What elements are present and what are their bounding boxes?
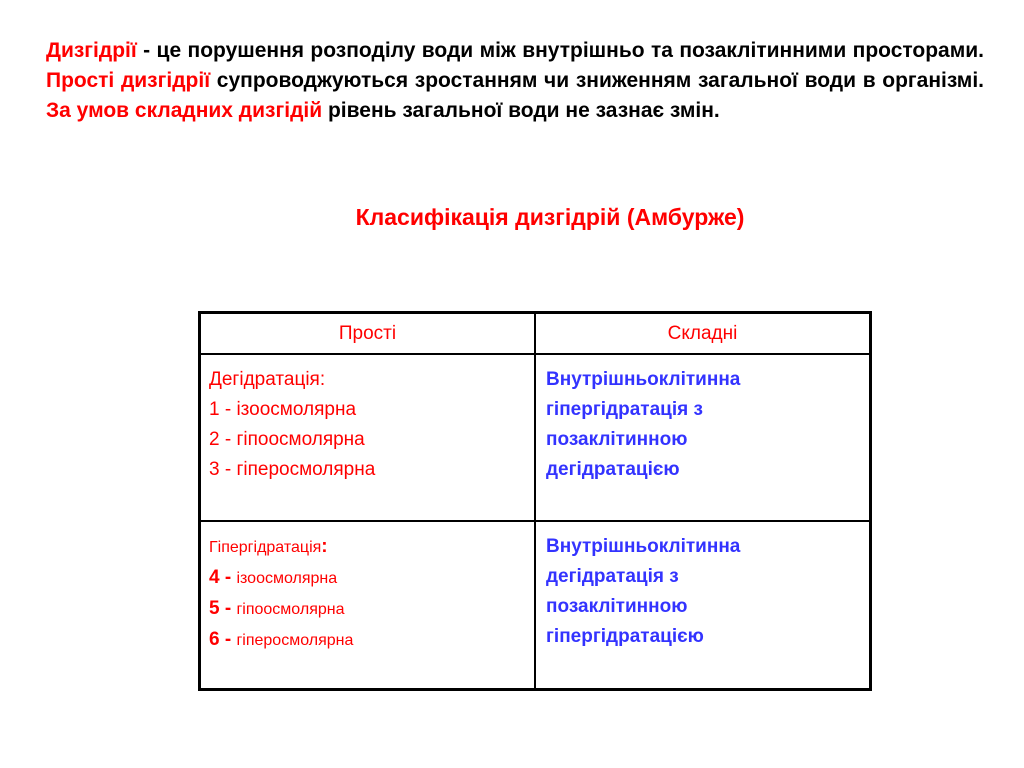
- header-simple: Прості: [200, 313, 536, 355]
- list-item: 1 - ізоосмолярна: [209, 399, 357, 420]
- item-number: 6 -: [209, 629, 237, 650]
- item-text: гіперосмолярна: [236, 632, 354, 649]
- complex-line: дегідратацією: [546, 459, 680, 480]
- term-simple-dysgidria: Прості дизгідрії: [46, 69, 211, 92]
- dehydration-heading: Дегідратація:: [209, 369, 326, 390]
- list-item: 3 - гіперосмолярна: [209, 459, 376, 480]
- complex-cell-1: [535, 354, 871, 521]
- table-row: [200, 354, 871, 521]
- list-item: 2 - гіпоосмолярна: [209, 429, 365, 450]
- item-text: гіпоосмолярна: [236, 601, 345, 618]
- classification-title: Класифікація дизгідрій (Амбурже): [355, 204, 745, 230]
- complex-line: позаклітинною: [546, 596, 688, 617]
- hyperhydration-cell: [200, 521, 536, 690]
- complex-line: Внутрішньоклітинна: [546, 369, 741, 390]
- dehydration-cell: [200, 354, 536, 521]
- complex-cell-2: [535, 521, 871, 690]
- item-text: ізоосмолярна: [236, 570, 338, 587]
- hyperhydration-heading: [209, 532, 526, 563]
- table-header-row: [200, 313, 871, 355]
- complex-line: позаклітинною: [546, 429, 688, 450]
- complex-line: гіпергідратація з: [546, 399, 703, 420]
- term-complex-dysgidria: За умов складних дизгідій: [46, 99, 323, 122]
- intro-text-3: рівень загальної води не зазнає змін.: [322, 99, 720, 122]
- list-item: [209, 594, 526, 625]
- intro-text-2: супроводжуються зростанням чи зниженням загальної води в організмі.: [210, 69, 984, 92]
- hyperhydration-heading-text: Гіпергідратація: [209, 539, 322, 556]
- table-row: [200, 521, 871, 690]
- item-number: 4 -: [209, 567, 237, 588]
- complex-line: гіпергідратацією: [546, 626, 704, 647]
- heading-colon: :: [321, 536, 328, 557]
- intro-paragraph: [46, 36, 984, 126]
- header-complex: Складні: [535, 313, 871, 355]
- list-item: [209, 563, 526, 594]
- item-number: 5 -: [209, 598, 237, 619]
- list-item: [209, 625, 526, 656]
- complex-line: дегідратація з: [546, 566, 679, 587]
- term-dysgidria: Дизгідрії: [46, 39, 137, 62]
- intro-text-1: - це порушення розподілу води між внутрішньо та позаклітинними просторами.: [136, 39, 984, 62]
- complex-line: Внутрішньоклітинна: [546, 536, 741, 557]
- classification-table: [198, 311, 872, 691]
